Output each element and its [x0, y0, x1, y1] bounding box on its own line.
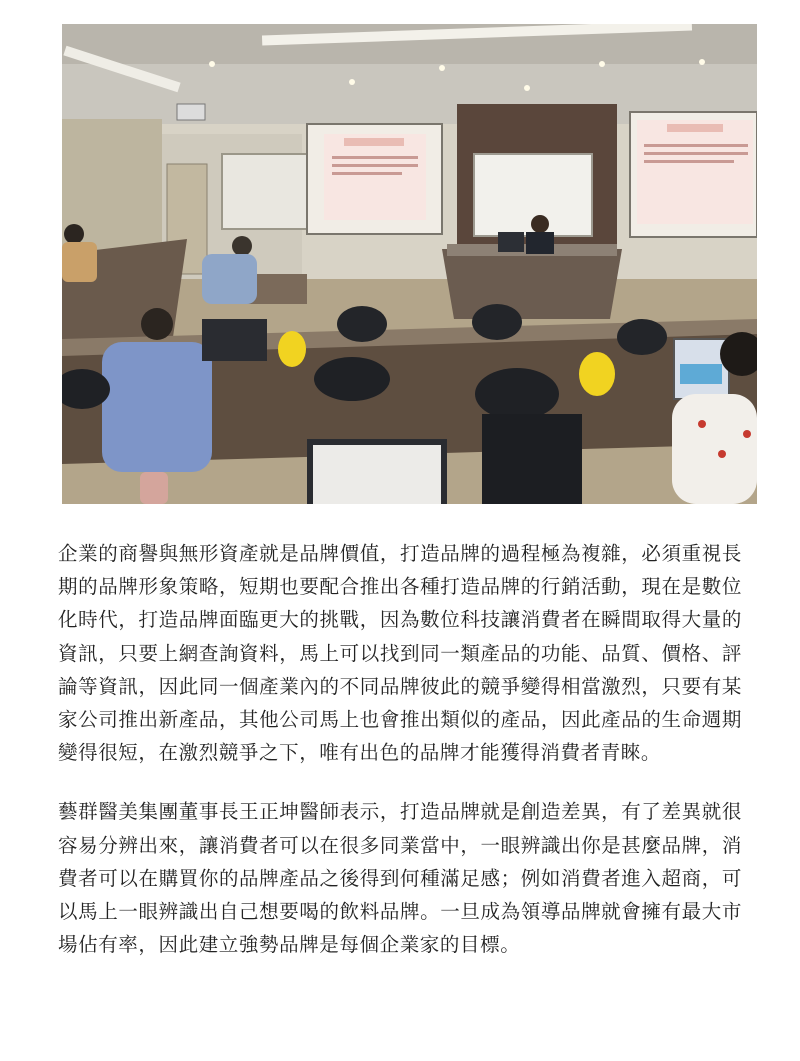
article-paragraph-2: 藝群醫美集團董事長王正坤醫師表示，打造品牌就是創造差異，有了差異就很容易分辨出來，讓消費者可以在很多同業當中，一眼辨識出你是甚麼品牌，消費者可以在購買你的品牌產品之後得到何種滿足感；例如消費者進入超商，可以馬上一眼辨識出自己想要喝的飲料品牌。一旦成為領導品牌就會擁有最大市場佔有率，因此建立強勢品牌是每個企業家的目標。 — [58, 800, 742, 957]
article-photo-classroom — [62, 24, 757, 504]
classroom-illustration — [62, 24, 757, 504]
article-body — [58, 537, 742, 987]
article-paragraph-1: 企業的商譽與無形資產就是品牌價值，打造品牌的過程極為複雜，必須重視長期的品牌形象策略，短期也要配合推出各種打造品牌的行銷活動，現在是數位化時代，打造品牌面臨更大的挑戰，因為數位科技讓消費者在瞬間取得大量的資訊，只要上網查詢資料，馬上可以找到同一類產品的功能、品質、價格、評論等資訊，因此同一個產業內的不同品牌彼此的競爭變得相當激烈，只要有某家公司推出新產品，其他公司馬上也會推出類似的產品，因此產品的生命週期變得很短，在激烈競爭之下，唯有出色的品牌才能獲得消費者青睞。 — [58, 542, 742, 765]
